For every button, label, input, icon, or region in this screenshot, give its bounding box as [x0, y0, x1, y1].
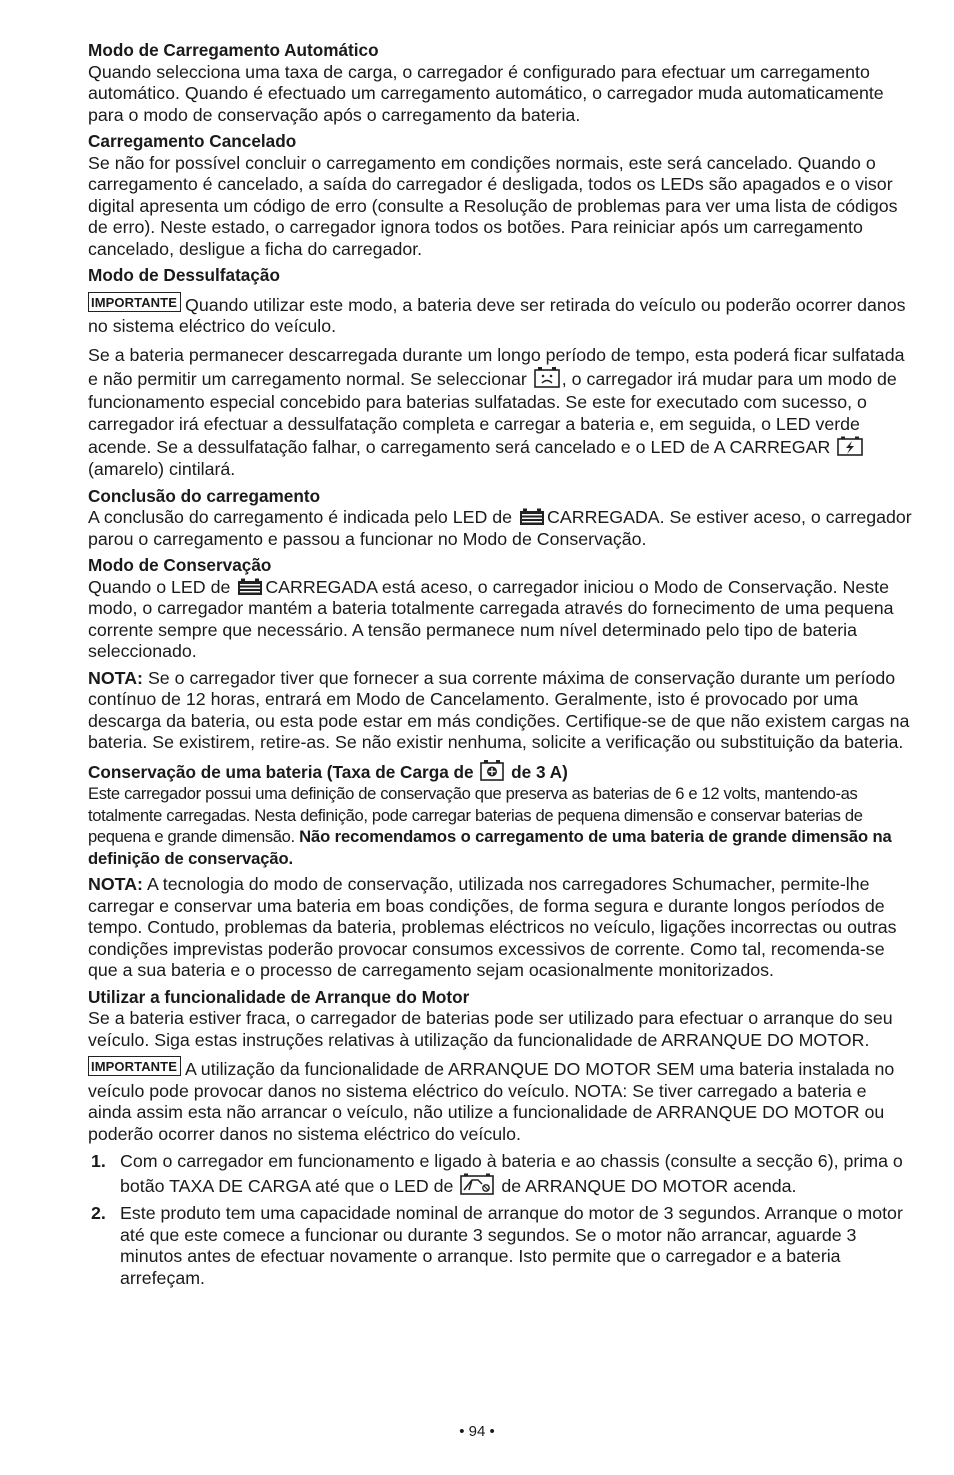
- section-title: [88, 759, 912, 784]
- note-label: NOTA:: [88, 874, 143, 894]
- section-maintain: [88, 555, 912, 754]
- note-label: NOTA:: [88, 667, 143, 688]
- note: [88, 874, 912, 982]
- step-text: de ARRANQUE DO MOTOR acenda.: [501, 1176, 797, 1196]
- list-item: [88, 1150, 912, 1198]
- section-title: Modo de Conservação: [88, 555, 272, 575]
- page-number: • 94 •: [459, 1423, 495, 1440]
- section-body: Se não for possível concluir o carregamento em condições normais, este será cancelado. Quando o carregamento é cancelado, a saída do carregador é desligada, todos os LEDs são apagados e o visor digital apresenta um código de erro (consulte a Resolução de problemas para ver uma lista de códigos de erro). Neste estado, o carregador ignora todos os botões. Para reiniciar após um carregamento cancelado, desligue a ficha do carregador.: [88, 152, 898, 259]
- body-text: , o carregador irá mudar para um modo de funcionamento especial concebido para baterias sulfatadas. Se este for executado com sucesso, o carregador irá efectuar a dessulfatação completa e carregar a bateria e, em seguida, o LED verde acende. Se a dessulfatação falhar, o carregamento será cancelado e o LED de A CARREGAR: [88, 369, 897, 457]
- body-text: Quando o LED de: [88, 576, 231, 597]
- manual-page: [88, 40, 912, 1289]
- body-text: CARREGADA. Se estiver aceso, o carregador parou o carregamento e passou a funcionar no Modo de Conservação.: [88, 507, 912, 549]
- body-text: (amarelo) cintilará.: [88, 459, 236, 479]
- charging-lightning-icon: [837, 436, 863, 456]
- section-body: Quando selecciona uma taxa de carga, o carregador é configurado para efectuar um carregamento automático. Quando é efectuado um carregamento automático, o carregador muda automaticamente para o modo de conservação após o carregamento da bateria.: [88, 61, 884, 125]
- section-cancelled: [88, 131, 912, 260]
- note: [88, 668, 912, 754]
- section-engine-start: [88, 987, 912, 1290]
- list-item: [88, 1203, 912, 1289]
- step-text: Este produto tem uma capacidade nominal de arranque do motor de 3 segundos. Arranque o motor até que este comece a funcionar ou durante 3 segundos. Se o motor não arrancar, aguarde 3 minutos antes de efectuar novamente o arranque. Isto permite que o carregador e a bateria arrefeçam.: [120, 1203, 903, 1288]
- steps-list: [88, 1150, 912, 1289]
- important-badge: IMPORTANTE: [88, 292, 181, 312]
- note-text: Se o carregador tiver que fornecer a sua corrente máxima de conservação durante um período contínuo de 12 horas, entrará em Modo de Cancelamento. Geralmente, isto é provocado por uma descarga da bateria, ou esta pode estar em más condições. Certifique-se de que não existem cargas na bateria. Se existirem, retire-as. Se não existir nenhuma, solicite a verificação ou substituição da bateria.: [88, 667, 910, 752]
- section-title: Modo de Dessulfatação: [88, 265, 280, 285]
- important-note: [88, 292, 912, 338]
- important-text: A utilização da funcionalidade de ARRANQUE DO MOTOR SEM uma bateria instalada no veículo pode provocar danos no sistema eléctrico do veículo. NOTA: Se tiver carregado a bateria e ainda assim esta não arrancar o veículo, não utilize a funcionalidade de ARRANQUE DO MOTOR ou poderão ocorrer danos no sistema eléctrico do veículo.: [88, 1059, 895, 1144]
- section-title: Carregamento Cancelado: [88, 131, 297, 151]
- section-body: Se a bateria estiver fraca, o carregador de baterias pode ser utilizado para efectuar o arranque do seu veículo. Siga estas instruções relativas à utilização da funcionalidade de ARRANQUE DO MOTOR.: [88, 1008, 893, 1050]
- engine-start-icon: [460, 1173, 494, 1195]
- title-text: Conservação de uma bateria (Taxa de Carga de: [88, 761, 474, 782]
- section-body: [88, 507, 912, 550]
- step-number: 2.: [91, 1203, 106, 1223]
- section-body: [88, 344, 912, 481]
- important-note: [88, 1056, 912, 1145]
- section-title: Utilizar a funcionalidade de Arranque do Motor: [88, 986, 470, 1007]
- step-number: 1.: [91, 1151, 106, 1171]
- charged-bars-icon: [237, 578, 263, 596]
- body-text: CARREGADA está aceso, o carregador iniciou o Modo de Conservação. Neste modo, o carregador mantém a bateria totalmente carregada através do fornecimento de uma pequena corrente sempre que necessário. A tensão permanece num nível determinado pelo tipo de bateria seleccionado.: [88, 576, 894, 661]
- section-maintain-3a: [88, 759, 912, 982]
- section-body: [88, 577, 912, 663]
- title-text: de 3 A): [511, 761, 568, 782]
- section-completion: [88, 486, 912, 551]
- section-desulfation: [88, 265, 912, 481]
- body-bold: Não recomendamos o carregamento de uma bateria de grande dimensão na definição de conservação.: [88, 827, 892, 868]
- section-auto-mode: [88, 40, 912, 126]
- section-title: Conclusão do carregamento: [88, 485, 321, 506]
- note-text: A tecnologia do modo de conservação, utilizada nos carregadores Schumacher, permite-lhe carregar e conservar uma bateria em boas condições, de forma segura e durante longos períodos de tempo. Contudo, problemas da bateria, problemas eléctricos no veículo, ligações incorrectas ou outras condições imprevistas poderão provocar consumos excessivos de corrente. Como tal, recomenda-se que a sua bateria e o processo de carregamento sejam ocasionalmente monitorizados.: [88, 874, 897, 980]
- important-badge: IMPORTANTE: [88, 1056, 181, 1076]
- charged-bars-icon: [519, 508, 545, 526]
- body-text: A conclusão do carregamento é indicada pelo LED de: [88, 507, 513, 527]
- step-text: Com o carregador em funcionamento e ligado à bateria e ao chassis (consulte a secção 6), prima o botão TAXA DE CARGA até que o LED de: [120, 1151, 903, 1196]
- section-body: [88, 783, 912, 869]
- important-text: Quando utilizar este modo, a bateria deve ser retirada do veículo ou poderão ocorrer danos no sistema eléctrico do veículo.: [88, 294, 906, 336]
- section-title: Modo de Carregamento Automático: [88, 40, 379, 60]
- body-text: Se a bateria permanecer descarregada durante um longo período de tempo, esta poderá ficar sulfatada e não permitir um carregamento normal. Se seleccionar: [88, 344, 905, 389]
- maintain-rate-icon: [480, 759, 504, 781]
- sad-battery-icon: [534, 366, 560, 388]
- body-text: Este carregador possui uma definição de conservação que preserva as baterias de 6 e 12 volts, mantendo-as totalmente carregadas. Nesta definição, pode carregar baterias de pequena dimensão e conservar baterias de pequena e grande dimensão.: [88, 784, 863, 846]
